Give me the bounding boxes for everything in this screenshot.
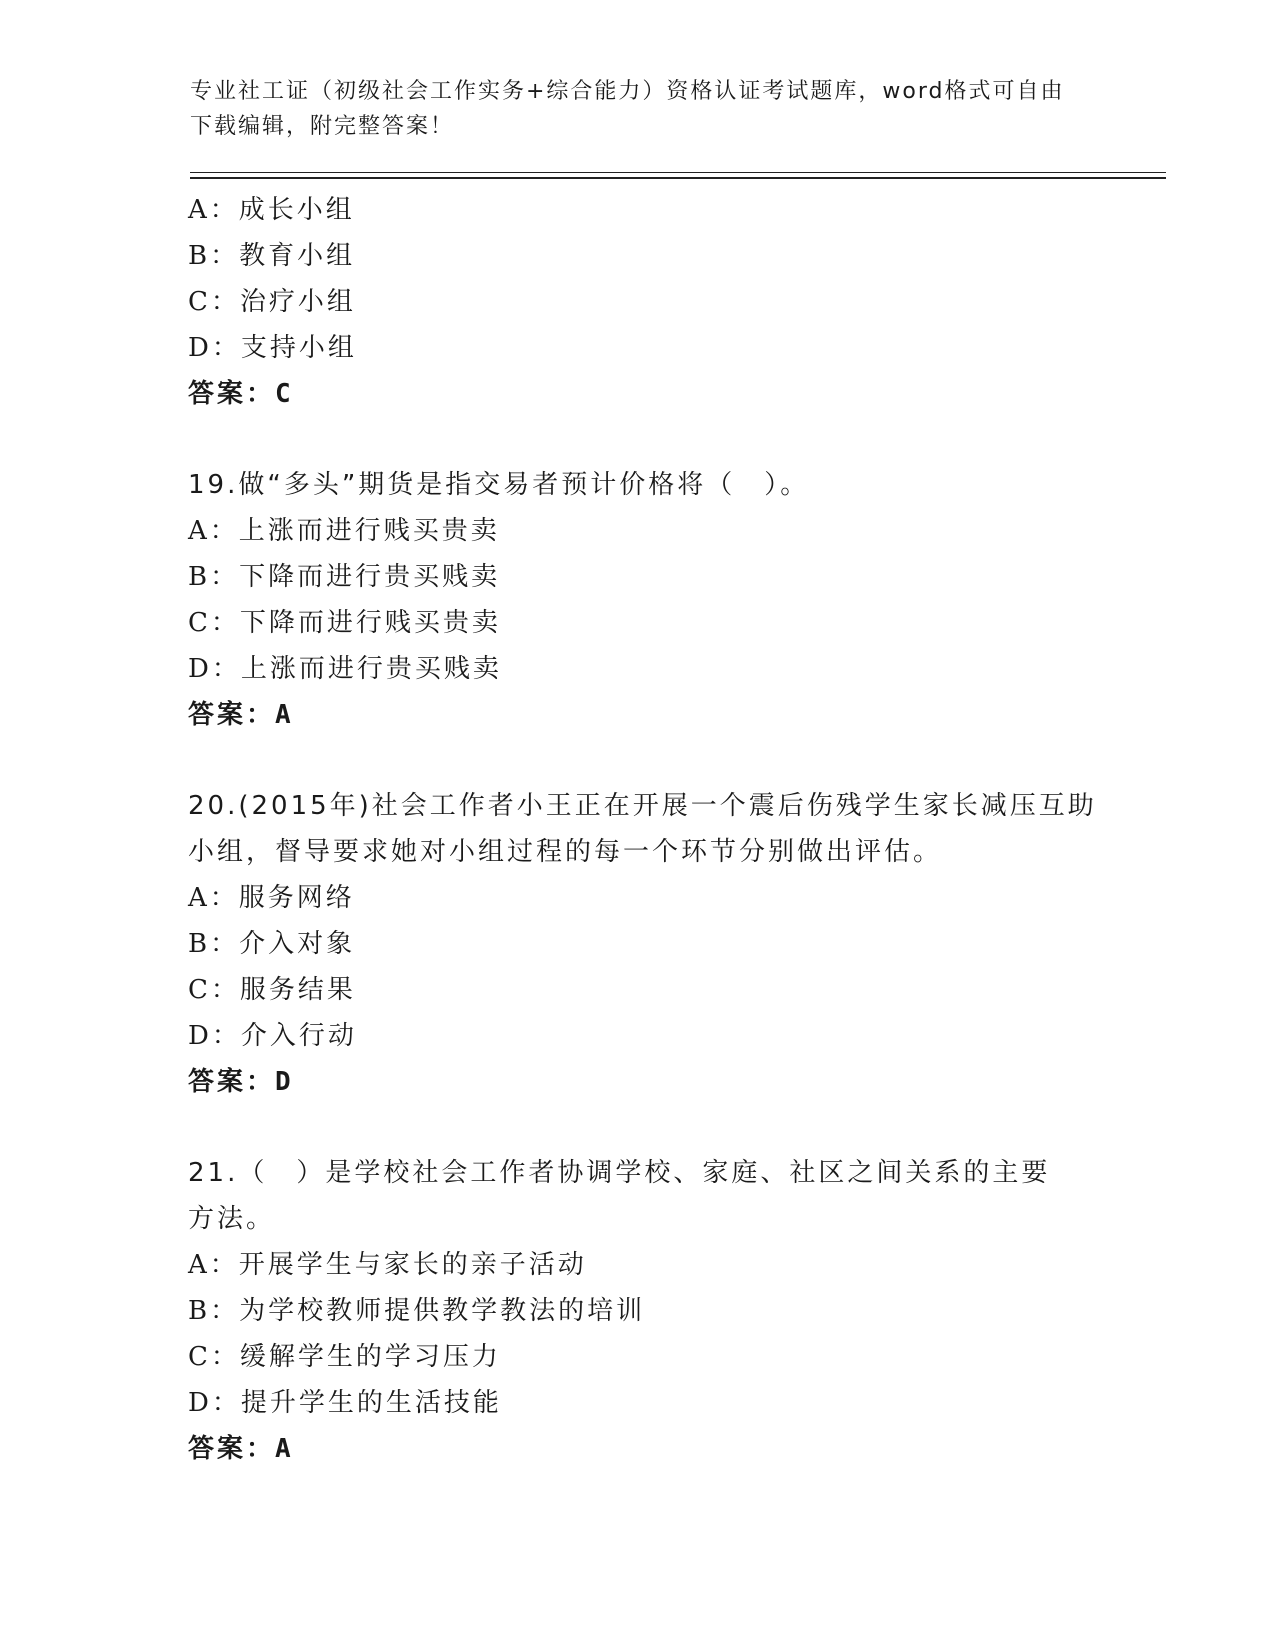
header-line-1: 专业社工证（初级社会工作实务+综合能力）资格认证考试题库，word格式可自由 bbox=[190, 79, 1065, 104]
question-20 bbox=[188, 783, 1097, 1105]
option-a: A：开展学生与家长的亲子活动 bbox=[188, 1250, 587, 1280]
header-divider-thin bbox=[190, 172, 1166, 173]
option-c: C：治疗小组 bbox=[188, 287, 356, 317]
question-text-line-1: 20.(2015年)社会工作者小王正在开展一个震后伤残学生家长减压互助 bbox=[188, 791, 1097, 821]
answer-line: 答案：A bbox=[188, 700, 294, 730]
question-content bbox=[188, 187, 1097, 1472]
option-b: B：介入对象 bbox=[188, 929, 356, 959]
question-text-line-1: 21.（ ）是学校社会工作者协调学校、家庭、社区之间关系的主要 bbox=[188, 1158, 1051, 1188]
answer-line: 答案：A bbox=[188, 1434, 294, 1464]
option-b: B：教育小组 bbox=[188, 241, 356, 271]
option-a: A：上涨而进行贱买贵卖 bbox=[188, 516, 500, 546]
option-d: D：上涨而进行贵买贱卖 bbox=[188, 654, 502, 684]
option-c: C：缓解学生的学习压力 bbox=[188, 1342, 501, 1372]
option-c: C：下降而进行贱买贵卖 bbox=[188, 608, 501, 638]
option-b: B：下降而进行贵买贱卖 bbox=[188, 562, 501, 592]
question-text-line-2: 小组，督导要求她对小组过程的每一个环节分别做出评估。 bbox=[188, 837, 943, 867]
answer-line: 答案：C bbox=[188, 379, 294, 409]
option-d: D：提升学生的生活技能 bbox=[188, 1388, 502, 1418]
option-d: D：支持小组 bbox=[188, 333, 357, 363]
header-line-2: 下载编辑，附完整答案！ bbox=[190, 114, 455, 139]
answer-line: 答案：D bbox=[188, 1067, 294, 1097]
option-c: C：服务结果 bbox=[188, 975, 356, 1005]
question-18 bbox=[188, 187, 1088, 417]
option-a: A：成长小组 bbox=[188, 195, 355, 225]
question-text-line-2: 方法。 bbox=[188, 1204, 276, 1234]
page-header bbox=[190, 74, 1090, 144]
question-19 bbox=[188, 462, 1088, 738]
option-d: D：介入行动 bbox=[188, 1021, 357, 1051]
header-divider-thick bbox=[190, 177, 1166, 179]
option-b: B：为学校教师提供教学教法的培训 bbox=[188, 1296, 646, 1326]
question-21 bbox=[188, 1150, 1088, 1472]
question-text: 19.做“多头”期货是指交易者预计价格将（ ）。 bbox=[188, 470, 810, 500]
option-a: A：服务网络 bbox=[188, 883, 355, 913]
